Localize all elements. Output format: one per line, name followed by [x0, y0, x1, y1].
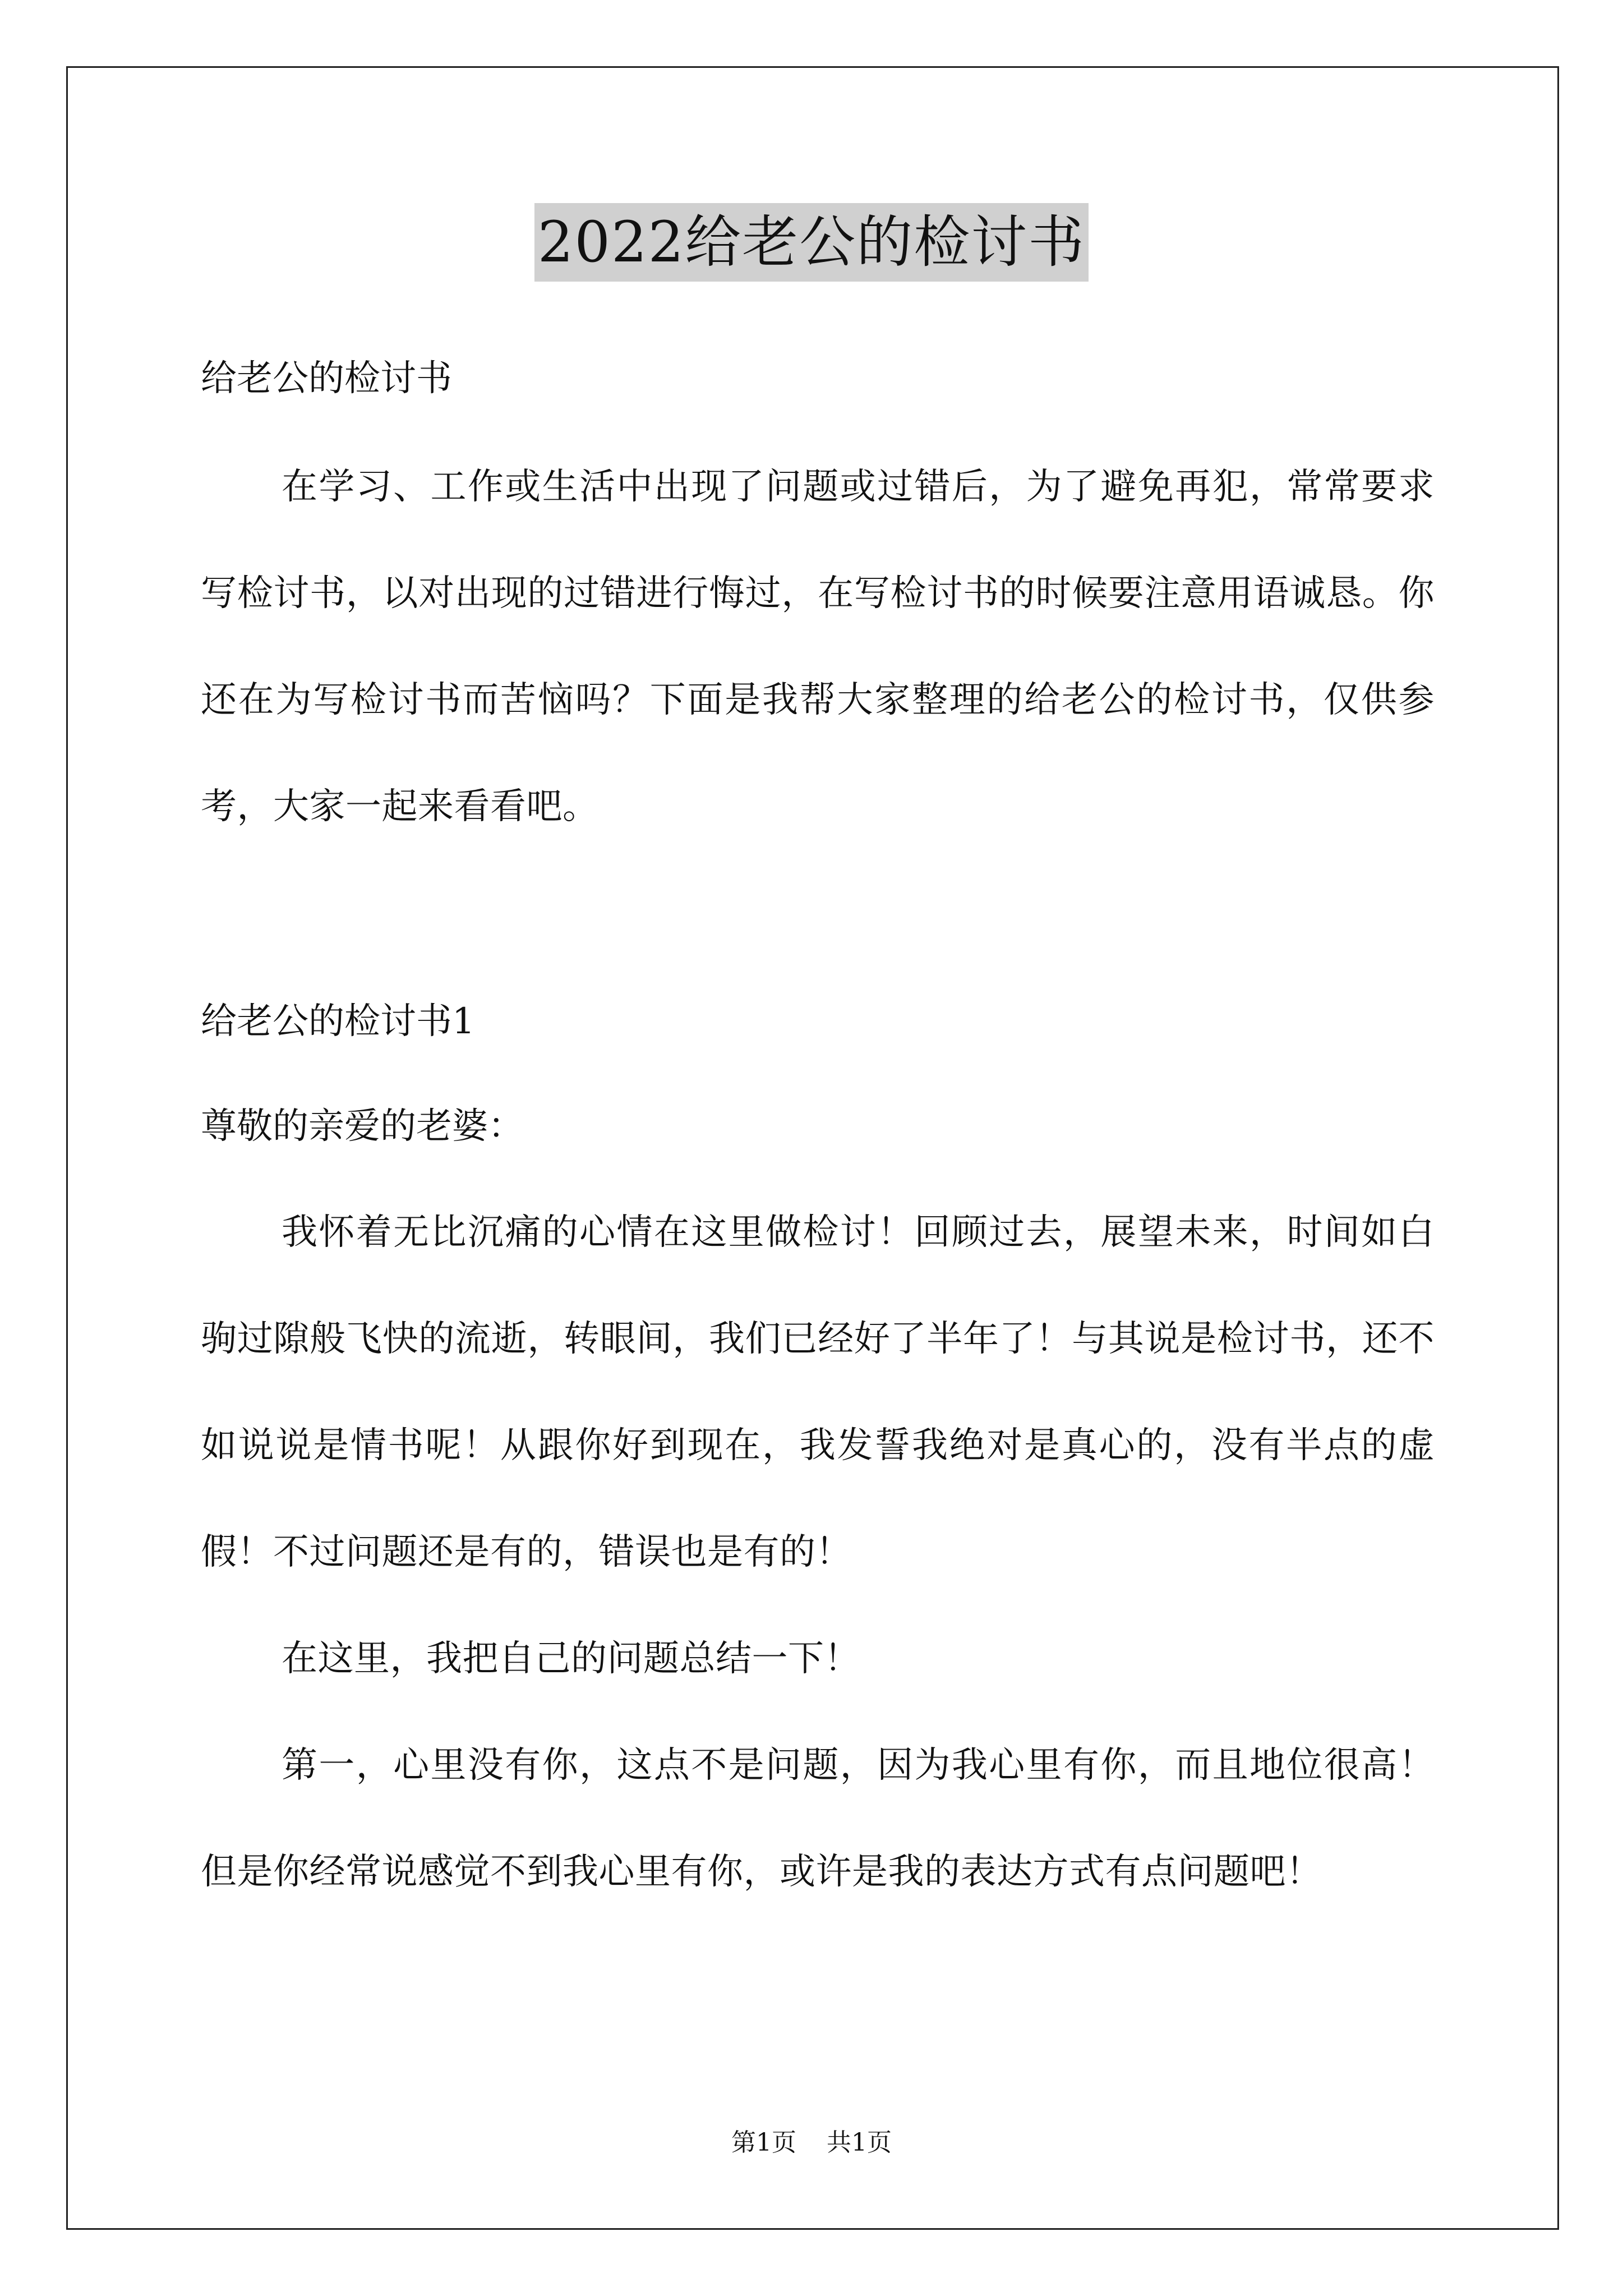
- page-number-total: 共1页: [827, 2128, 892, 2157]
- body-paragraph-3: 第一，心里没有你，这点不是问题，因为我心里有你，而且地位很高！但是你经常说感觉不到我心里有你，或许是我的表达方式有点问题吧！: [201, 1745, 1435, 1893]
- page-footer: [0, 2126, 1623, 2160]
- title-container: [0, 203, 1623, 282]
- document-heading: 给老公的检讨书: [201, 358, 452, 399]
- body-paragraph-1: 我怀着无比沉痛的心情在这里做检讨！回顾过去，展望未来，时间如白驹过隙般飞快的流逝，转眼间，我们已经好了半年了！与其说是检讨书，还不如说说是情书呢！从跟你好到现在，我发誓我绝对是真心的，没有半点的虚假！不过问题还是有的，错误也是有的！: [201, 1212, 1435, 1573]
- salutation: 尊敬的亲爱的老婆：: [201, 1106, 524, 1147]
- section-title: 给老公的检讨书1: [201, 1001, 475, 1042]
- document-title: 2022给老公的检讨书: [534, 203, 1089, 282]
- page-number-current: 第1页: [731, 2128, 796, 2157]
- body-paragraph-2: 在这里，我把自己的问题总结一下！: [282, 1638, 860, 1680]
- intro-paragraph: 在学习、工作或生活中出现了问题或过错后，为了避免再犯，常常要求写检讨书，以对出现的过错进行悔过，在写检讨书的时候要注意用语诚恳。你还在为写检讨书而苦恼吗？下面是我帮大家整理的给老公的检讨书，仅供参考，大家一起来看看吧。: [201, 466, 1435, 827]
